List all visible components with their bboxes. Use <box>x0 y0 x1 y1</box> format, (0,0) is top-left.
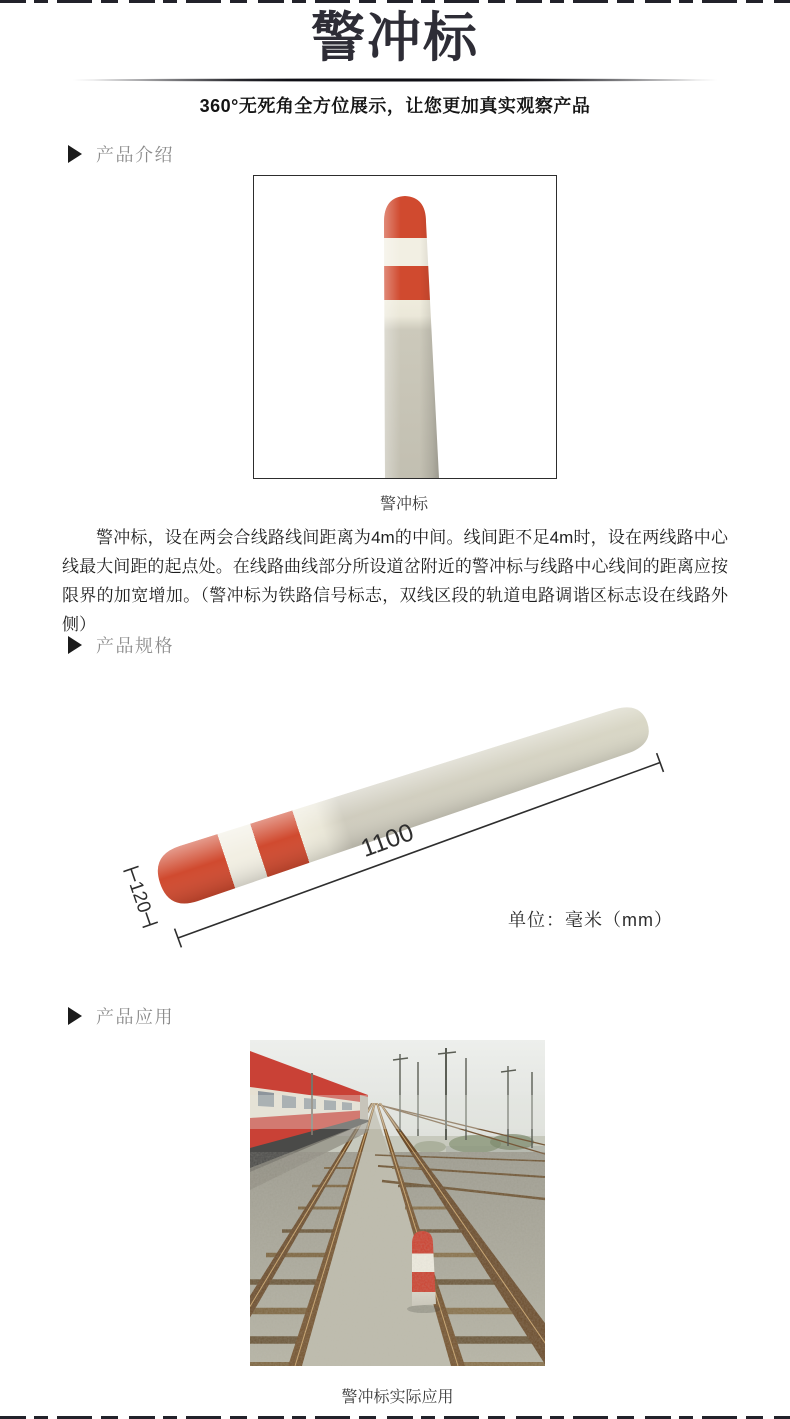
triangle-bullet-icon <box>68 1007 82 1025</box>
section-label-application: 产品应用 <box>96 1007 174 1027</box>
diameter-dimension <box>120 866 159 929</box>
section-header-specs <box>68 632 174 658</box>
length-value: 1100 <box>357 818 418 863</box>
top-edge-decoration <box>0 0 790 3</box>
application-photo <box>250 1040 545 1366</box>
diameter-value: 120 <box>124 878 155 916</box>
section-label-specs: 产品规格 <box>96 636 174 656</box>
section-label-intro: 产品介绍 <box>96 145 174 165</box>
marker-post-illustration <box>254 176 556 478</box>
product-description: 警冲标，设在两会合线路线间距离为4m的中间。线间距不足4m时，设在两线路中心线最大间距的起点处。在线路曲线部分所设道岔附近的警冲标与线路中心线间的距离应按限界的加宽增加。（警冲标为铁路信号标志，双线区段的轨道电路调谐区标志设在线路外侧） <box>62 528 728 634</box>
railway-scene <box>250 1040 545 1366</box>
intro-image-caption: 警冲标 <box>379 496 428 513</box>
triangle-bullet-icon <box>68 636 82 654</box>
unit-note: 单位：毫米（mm） <box>508 910 673 930</box>
section-header-intro <box>68 141 174 167</box>
page-subtitle: 360°无死角全方位展示，让您更加真实观察产品 <box>199 96 591 116</box>
application-image-caption: 警冲标实际应用 <box>341 1389 454 1406</box>
section-header-application <box>68 1003 174 1029</box>
page-title: 警冲标 <box>311 8 479 68</box>
product-intro-image <box>253 175 557 479</box>
title-divider <box>70 78 720 82</box>
triangle-bullet-icon <box>68 145 82 163</box>
spec-post <box>151 695 656 910</box>
